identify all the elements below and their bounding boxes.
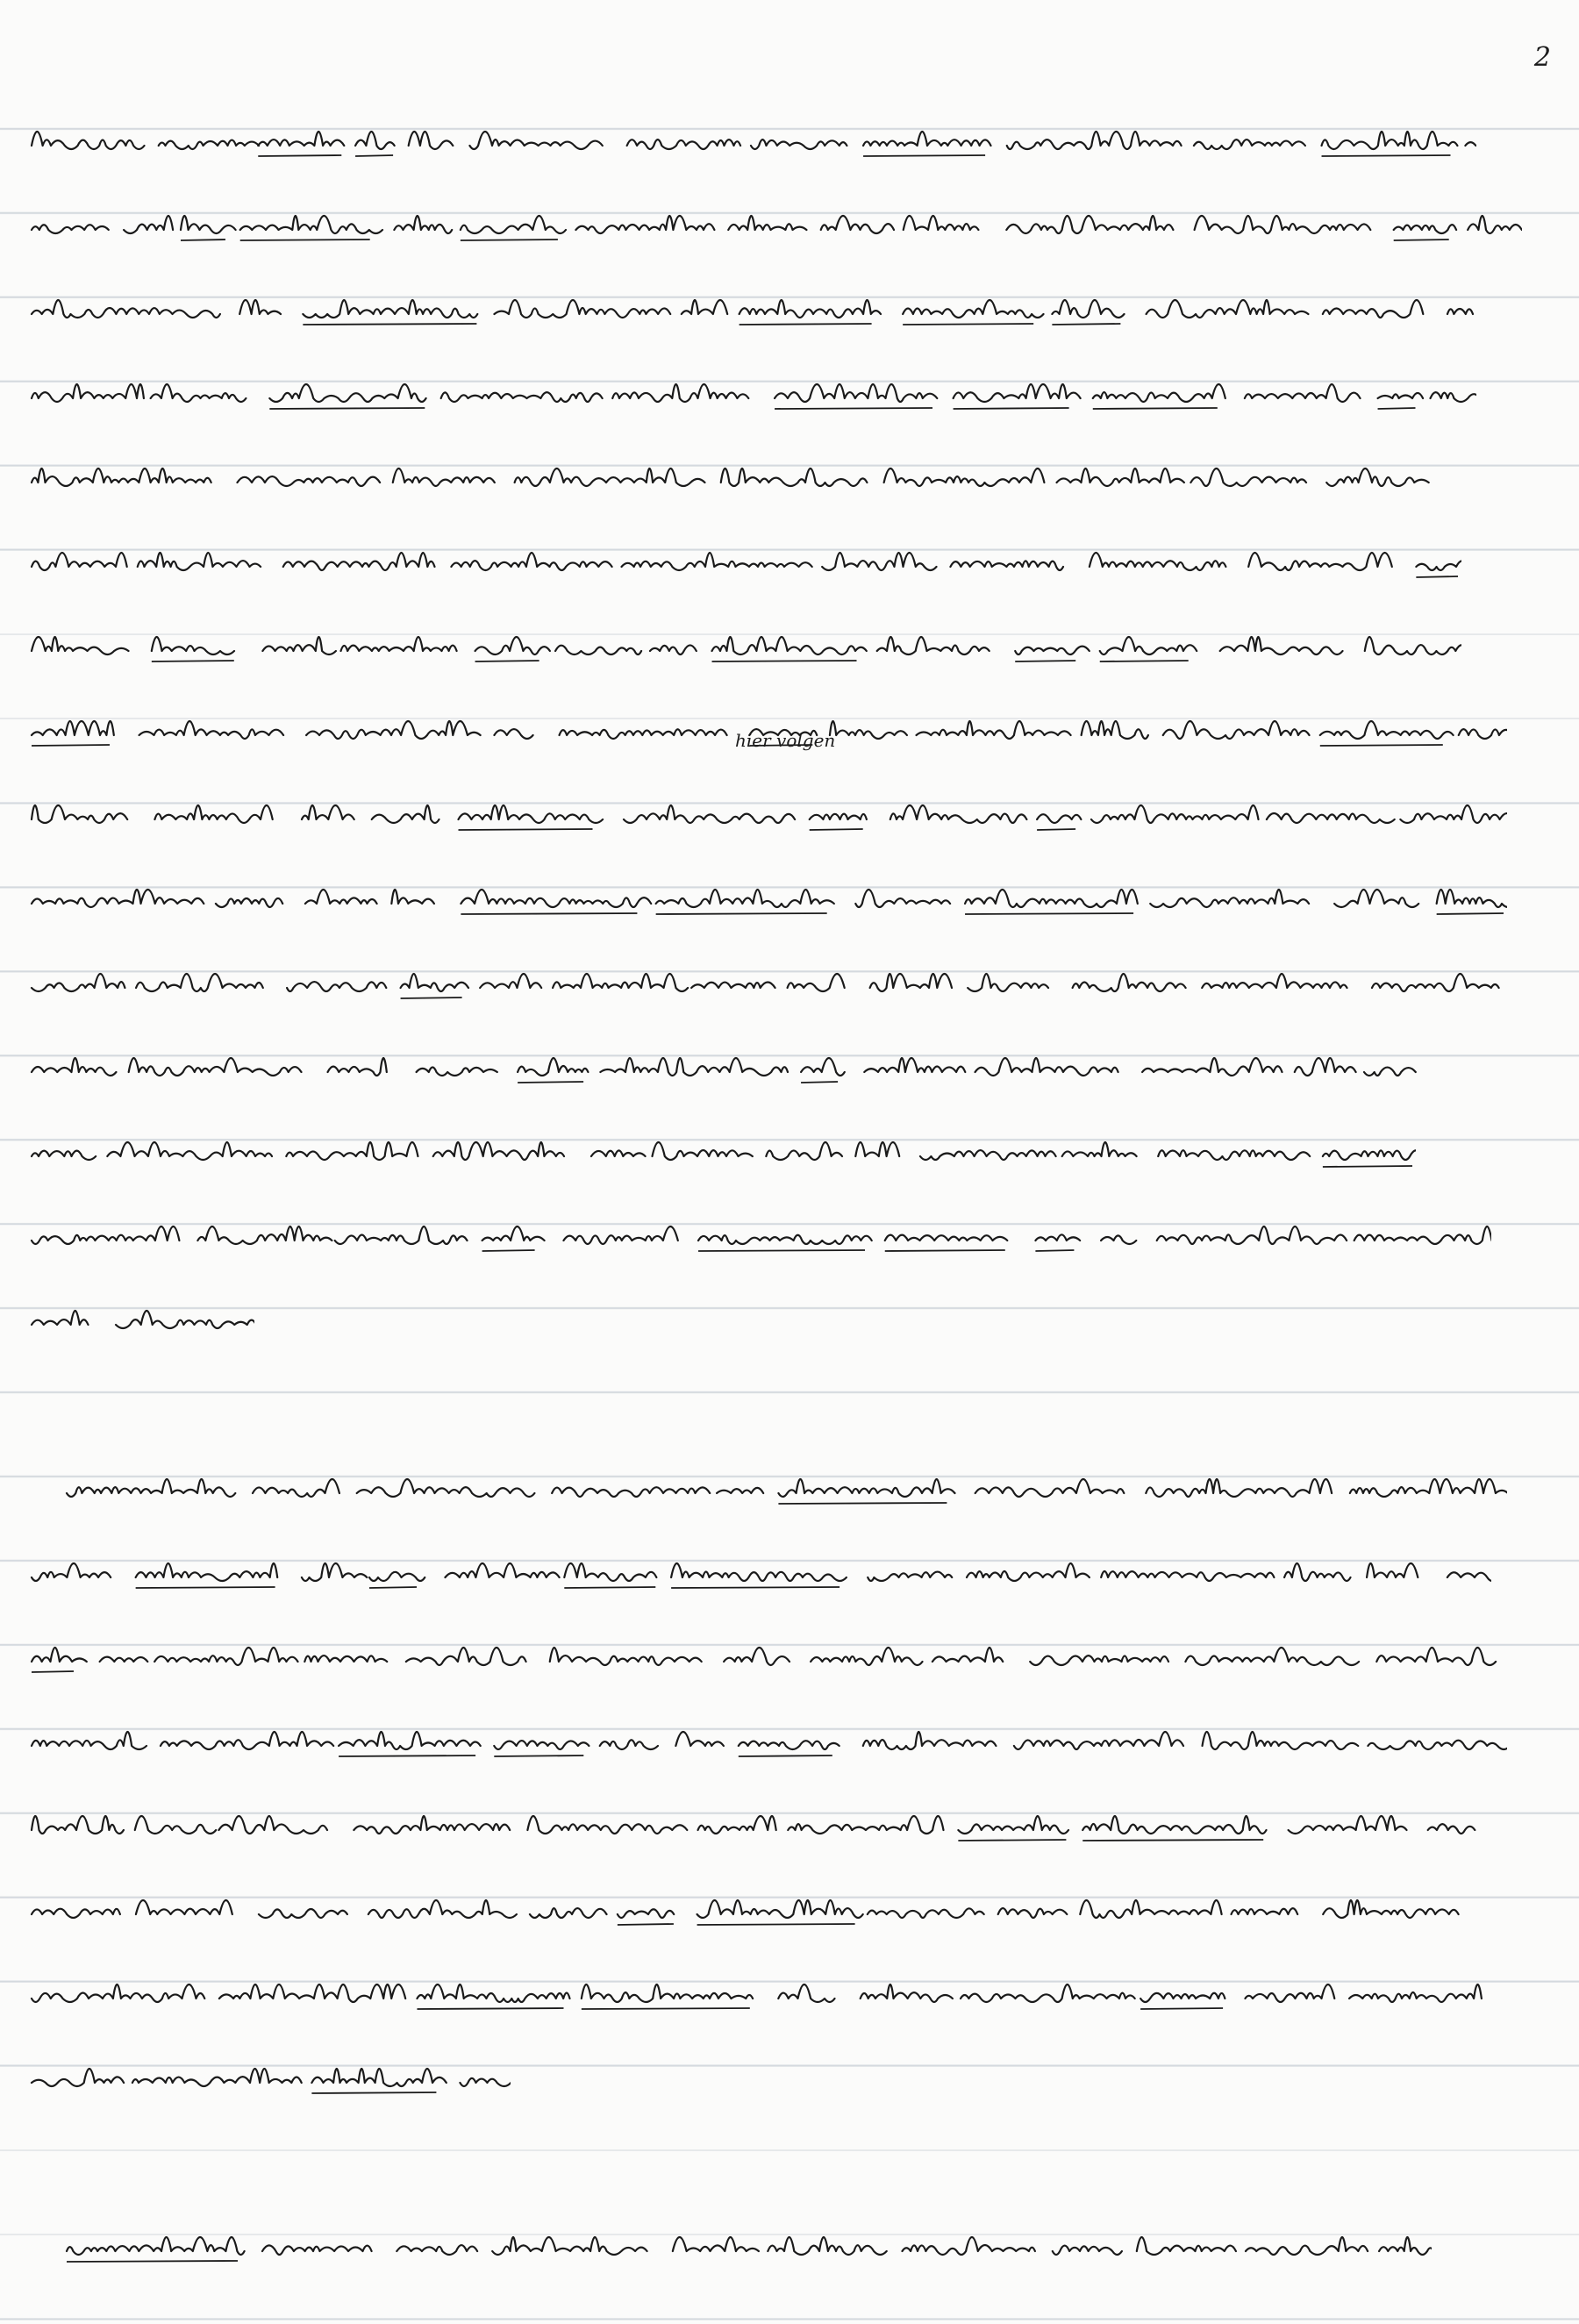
handwriting-scribble (28, 282, 1476, 332)
handwriting-scribble (28, 788, 1507, 837)
handwriting-scribble (28, 1293, 254, 1342)
handwriting-scribble (28, 872, 1507, 921)
handwritten-line (28, 1948, 1537, 2032)
handwritten-line (28, 347, 1537, 432)
handwritten-line (28, 1274, 1537, 1358)
handwritten-line (28, 1863, 1537, 1948)
handwriting-scribble (28, 619, 1461, 669)
paragraph (28, 1442, 1537, 2116)
handwriting-scribble (28, 367, 1476, 416)
handwritten-line (28, 1611, 1537, 1695)
handwriting-scribble (28, 451, 1432, 500)
handwriting-scribble (28, 1125, 1416, 1174)
handwritten-line (28, 769, 1537, 853)
paragraph (28, 95, 1537, 1358)
handwritten-text-block (28, 95, 1537, 2285)
handwriting-scribble (28, 1967, 1491, 2016)
handwritten-line (28, 684, 1537, 769)
handwritten-line (28, 853, 1537, 937)
handwritten-line (28, 937, 1537, 1021)
handwriting-scribble (28, 1798, 1476, 1848)
handwritten-line (28, 1527, 1537, 1611)
handwriting-scribble (28, 1040, 1432, 1090)
page-number: 2 (1533, 42, 1551, 73)
handwriting-scribble (28, 1630, 1507, 1679)
handwritten-line (28, 600, 1537, 684)
handwriting-scribble (28, 1883, 1461, 1932)
handwritten-line (28, 2200, 1537, 2285)
handwriting-scribble (28, 1209, 1491, 1258)
paragraph (28, 2200, 1537, 2285)
handwritten-line (28, 1021, 1537, 1105)
handwritten-line (28, 1190, 1537, 1274)
handwriting-scribble (28, 114, 1476, 163)
handwriting-scribble (63, 2220, 1432, 2269)
handwritten-line (28, 1105, 1537, 1190)
handwriting-scribble (63, 1462, 1507, 1511)
handwriting-scribble (28, 956, 1507, 1005)
handwritten-line (28, 1695, 1537, 1779)
handwriting-scribble (28, 2051, 511, 2100)
handwritten-line (28, 95, 1537, 179)
handwritten-line (28, 2032, 1537, 2116)
handwritten-line (28, 263, 1537, 347)
handwriting-scribble (28, 1546, 1491, 1595)
handwriting-scribble (28, 535, 1461, 584)
handwritten-line (28, 432, 1537, 516)
handwritten-line (28, 1779, 1537, 1863)
handwritten-line (28, 1442, 1537, 1527)
interlinear-insertion: hier volgen (735, 730, 836, 751)
handwritten-line (28, 179, 1537, 263)
handwriting-scribble (28, 1714, 1507, 1763)
handwriting-scribble (28, 198, 1522, 247)
handwritten-line (28, 516, 1537, 600)
